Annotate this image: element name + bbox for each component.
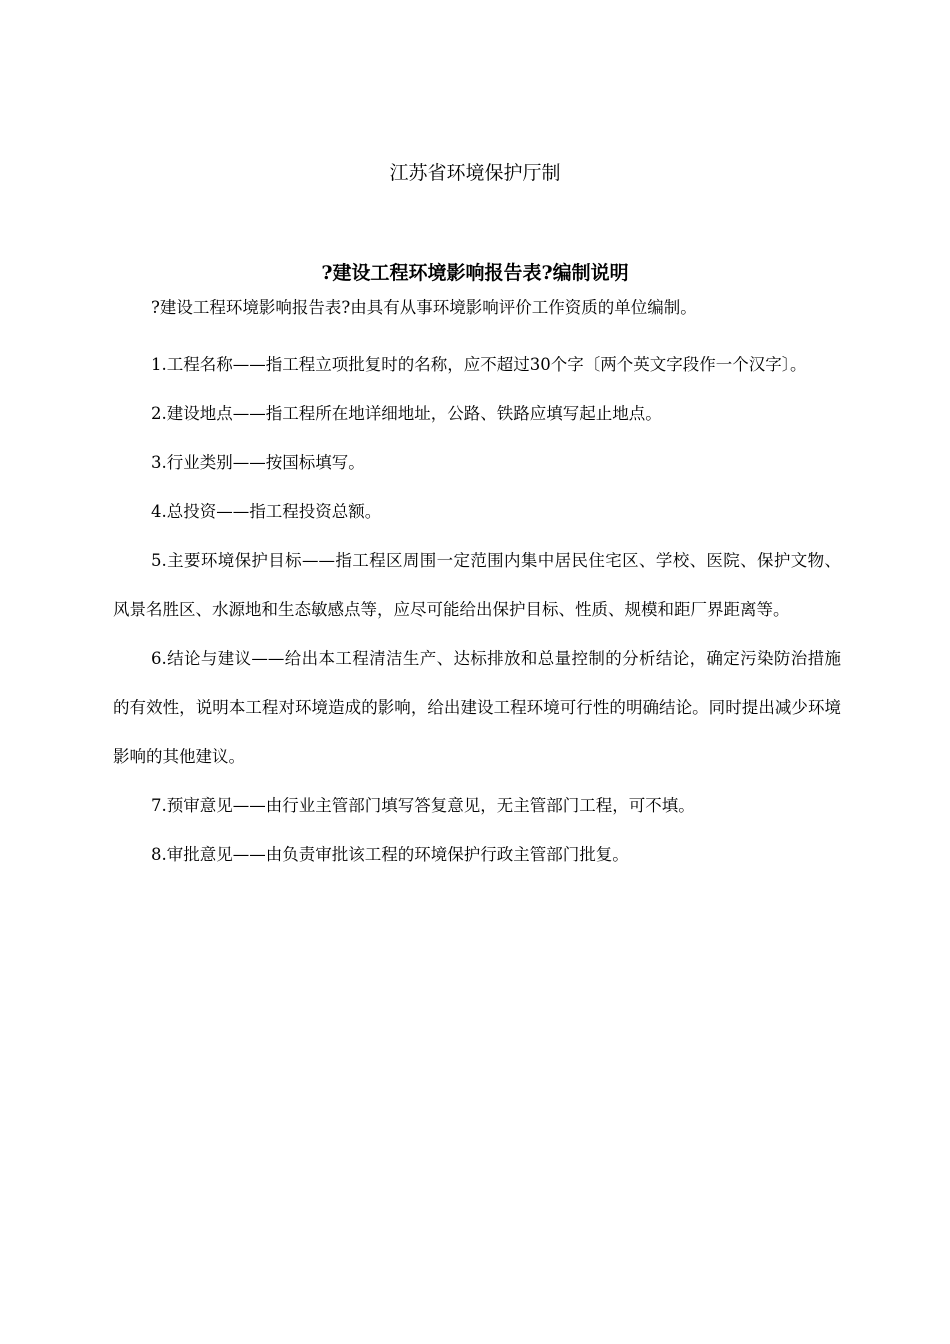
- document-title: ?建设工程环境影响报告表?编制说明: [321, 262, 629, 284]
- document-body: [113, 292, 841, 879]
- item-conclusions: 6.结论与建议——给出本工程清洁生产、达标排放和总量控制的分析结论，确定污染防治措施的有效性，说明本工程对环境造成的影响，给出建设工程环境可行性的明确结论。同时提出减少环境影响的其他建议。: [113, 649, 841, 766]
- item-industry-category: 3.行业类别——按国标填写。: [151, 453, 365, 472]
- item-construction-site: 2.建设地点——指工程所在地详细地址，公路、铁路应填写起止地点。: [151, 404, 662, 423]
- item-preliminary-review: 7.预审意见——由行业主管部门填写答复意见，无主管部门工程，可不填。: [151, 796, 695, 815]
- issuer-line: 江苏省环境保护厅制: [389, 162, 561, 184]
- item-protection-targets: 5.主要环境保护目标——指工程区周围一定范围内集中居民住宅区、学校、医院、保护文物、风景名胜区、水源地和生态敏感点等，应尽可能给出保护目标、性质、规模和距厂界距离等。: [113, 551, 841, 619]
- intro-paragraph: ?建设工程环境影响报告表?由具有从事环境影响评价工作资质的单位编制。: [151, 298, 697, 317]
- item-project-name: 1.工程名称——指工程立项批复时的名称，应不超过30个字〔两个英文字段作一个汉字〕。: [151, 355, 807, 374]
- item-total-investment: 4.总投资——指工程投资总额。: [151, 502, 382, 521]
- item-approval-opinion: 8.审批意见——由负责审批该工程的环境保护行政主管部门批复。: [151, 845, 629, 864]
